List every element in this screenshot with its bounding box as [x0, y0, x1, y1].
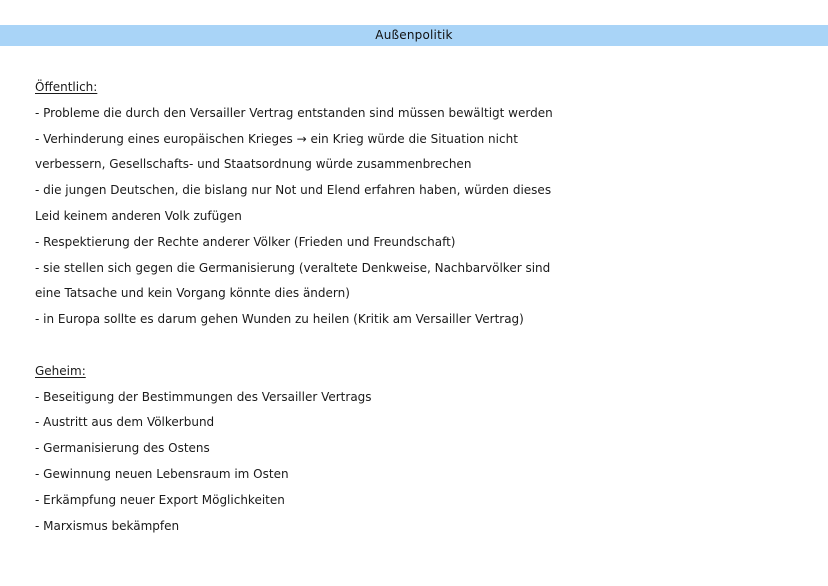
oeffentlich-line: verbessern, Gesellschafts- und Staatsordnung würde zusammenbrechen	[35, 157, 472, 172]
page-title: Außenpolitik	[375, 28, 453, 42]
oeffentlich-line: eine Tatsache und kein Vorgang könnte dies ändern)	[35, 286, 350, 301]
section-heading-geheim: Geheim:	[35, 363, 86, 378]
document-body	[35, 75, 815, 539]
geheim-line: - Erkämpfung neuer Export Möglichkeiten	[35, 492, 285, 507]
oeffentlich-line: Leid keinem anderen Volk zufügen	[35, 208, 242, 223]
oeffentlich-line: - die jungen Deutschen, die bislang nur Not und Elend erfahren haben, würden dieses	[35, 183, 552, 198]
geheim-line: - Austritt aus dem Völkerbund	[35, 415, 215, 430]
section-heading-oeffentlich: Öffentlich:	[35, 80, 98, 94]
geheim-line: - Germanisierung des Ostens	[35, 441, 210, 456]
geheim-line: - Beseitigung der Bestimmungen des Versailler Vertrags	[35, 389, 372, 404]
oeffentlich-line: - Verhinderung eines europäischen Krieges → ein Krieg würde die Situation nicht	[35, 131, 518, 146]
oeffentlich-line: - in Europa sollte es darum gehen Wunden zu heilen (Kritik am Versailler Vertrag)	[35, 312, 524, 327]
oeffentlich-line: - sie stellen sich gegen die Germanisierung (veraltete Denkweise, Nachbarvölker sind	[35, 260, 551, 275]
oeffentlich-line: - Probleme die durch den Versailler Vertrag entstanden sind müssen bewältigt werden	[35, 105, 553, 120]
title-bar	[0, 25, 828, 46]
geheim-line: - Gewinnung neuen Lebensraum im Osten	[35, 466, 289, 481]
section-spacer	[35, 333, 815, 359]
oeffentlich-line: - Respektierung der Rechte anderer Völker (Frieden und Freundschaft)	[35, 234, 456, 249]
geheim-line: - Marxismus bekämpfen	[35, 518, 180, 533]
